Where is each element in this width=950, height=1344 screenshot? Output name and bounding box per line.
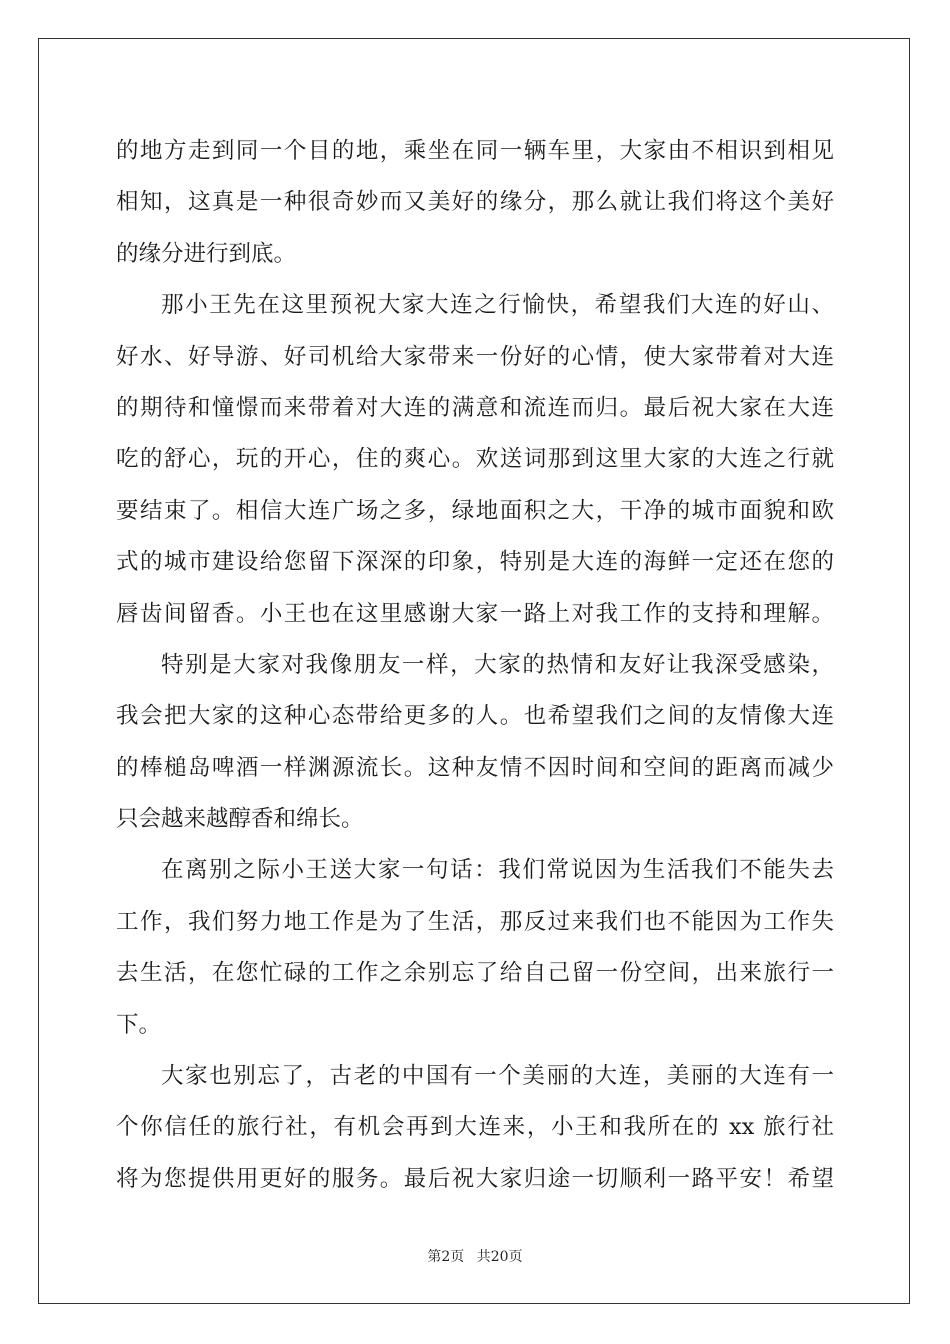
- text-line: 只会越来越醇香和绵长。: [116, 806, 364, 833]
- text-line: 的期待和憧憬而来带着对大连的满意和流连而归。最后祝大家在大连: [116, 394, 834, 421]
- page-number-total: 共20页: [476, 1249, 523, 1265]
- text-line: 大家也别忘了，古老的中国有一个美丽的大连，美丽的大连有一: [161, 1063, 834, 1090]
- page-number-current: 第2页: [427, 1249, 465, 1265]
- text-line: 个你信任的旅行社，有机会再到大连来，小王和我所在的 xx 旅行社: [116, 1114, 834, 1141]
- text-line: 下。: [116, 1011, 162, 1038]
- text-line: 的棒槌岛啤酒一样渊源流长。这种友情不因时间和空间的距离而减少: [116, 754, 834, 781]
- text-line: 式的城市建设给您留下深深的印象，特别是大连的海鲜一定还在您的: [116, 549, 834, 576]
- text-line: 吃的舒心，玩的开心，住的爽心。欢送词那到这里大家的大连之行就: [116, 446, 834, 473]
- text-line: 的缘分进行到底。: [116, 240, 297, 267]
- text-line: 唇齿间留香。小王也在这里感谢大家一路上对我工作的支持和理解。: [116, 600, 834, 627]
- page-footer: [0, 1246, 950, 1266]
- text-line: 好水、好导游、好司机给大家带来一份好的心情，使大家带着对大连: [116, 343, 834, 370]
- text-line: 相知，这真是一种很奇妙而又美好的缘分，那么就让我们将这个美好: [116, 189, 834, 216]
- text-line: 去生活，在您忙碌的工作之余别忘了给自己留一份空间，出来旅行一: [116, 960, 834, 987]
- text-line: 特别是大家对我像朋友一样，大家的热情和友好让我深受感染，: [161, 651, 834, 678]
- text-line: 将为您提供用更好的服务。最后祝大家归途一切顺利一路平安！希望: [116, 1165, 834, 1192]
- document-body: [116, 126, 834, 1205]
- text-line: 的地方走到同一个目的地，乘坐在同一辆车里，大家由不相识到相见: [116, 138, 834, 164]
- text-line: 在离别之际小王送大家一句话：我们常说因为生活我们不能失去: [161, 857, 834, 884]
- text-line: 那小王先在这里预祝大家大连之行愉快，希望我们大连的好山、: [161, 292, 834, 319]
- text-line: 我会把大家的这种心态带给更多的人。也希望我们之间的友情像大连: [116, 703, 834, 730]
- text-line: 工作，我们努力地工作是为了生活，那反过来我们也不能因为工作失: [116, 908, 834, 935]
- text-line: 要结束了。相信大连广场之多，绿地面积之大，干净的城市面貌和欧: [116, 497, 834, 524]
